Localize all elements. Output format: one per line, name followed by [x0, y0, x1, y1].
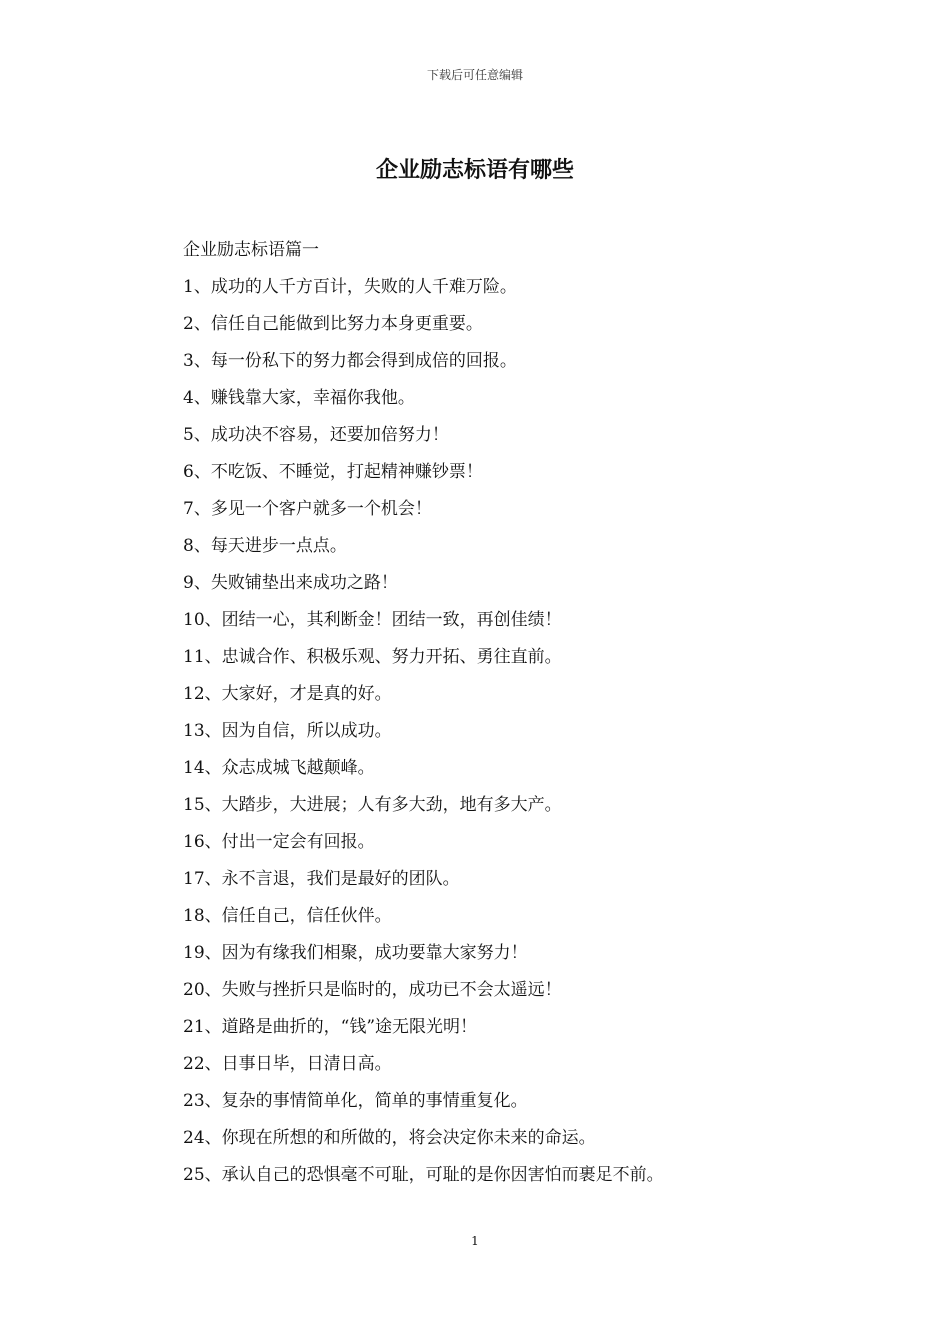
document-body	[183, 232, 823, 1194]
slogan-item: 5、成功决不容易，还要加倍努力！	[183, 425, 449, 445]
slogan-item: 9、失败铺垫出来成功之路！	[183, 573, 398, 593]
slogan-item: 24、你现在所想的和所做的，将会决定你未来的命运。	[183, 1128, 596, 1148]
section-heading: 企业励志标语篇一	[183, 240, 319, 260]
document-title: 企业励志标语有哪些	[375, 157, 574, 183]
slogan-item: 10、团结一心，其利断金！团结一致，再创佳绩！	[183, 610, 562, 630]
slogan-item: 23、复杂的事情简单化，简单的事情重复化。	[183, 1091, 528, 1111]
slogan-item: 1、成功的人千方百计，失败的人千难万险。	[183, 277, 517, 297]
slogan-item: 4、赚钱靠大家，幸福你我他。	[183, 388, 415, 408]
slogan-item: 15、大踏步，大进展；人有多大劲，地有多大产。	[183, 795, 562, 815]
slogan-item: 13、因为自信，所以成功。	[183, 721, 392, 741]
slogan-item: 2、信任自己能做到比努力本身更重要。	[183, 314, 483, 334]
slogan-item: 22、日事日毕，日清日高。	[183, 1054, 392, 1074]
slogan-item: 3、每一份私下的努力都会得到成倍的回报。	[183, 351, 517, 371]
slogan-item: 17、永不言退，我们是最好的团队。	[183, 869, 460, 889]
slogan-item: 8、每天进步一点点。	[183, 536, 347, 556]
slogan-list	[183, 269, 823, 1194]
slogan-item: 14、众志成城飞越颠峰。	[183, 758, 375, 778]
slogan-item: 16、付出一定会有回报。	[183, 832, 375, 852]
slogan-item: 21、道路是曲折的，“钱”途无限光明！	[183, 1017, 478, 1037]
slogan-item: 11、忠诚合作、积极乐观、努力开拓、勇往直前。	[183, 647, 562, 667]
slogan-item: 18、信任自己，信任伙伴。	[183, 906, 392, 926]
slogan-item: 6、不吃饭、不睡觉，打起精神赚钞票！	[183, 462, 483, 482]
slogan-item: 20、失败与挫折只是临时的，成功已不会太遥远！	[183, 980, 562, 1000]
slogan-item: 25、承认自己的恐惧毫不可耻，可耻的是你因害怕而裹足不前。	[183, 1165, 664, 1185]
slogan-item: 12、大家好，才是真的好。	[183, 684, 392, 704]
slogan-item: 7、多见一个客户就多一个机会！	[183, 499, 432, 519]
page-number: 1	[471, 1234, 479, 1248]
slogan-item: 19、因为有缘我们相聚，成功要靠大家努力！	[183, 943, 528, 963]
page-header: 下载后可任意编辑	[426, 68, 523, 82]
